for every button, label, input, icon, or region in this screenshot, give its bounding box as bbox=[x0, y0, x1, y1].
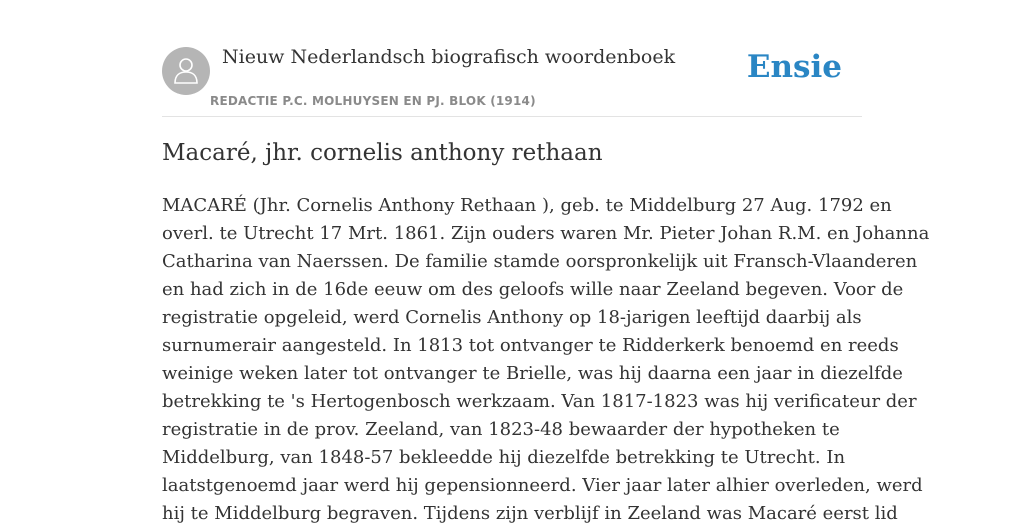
article-title: Macaré, jhr. cornelis anthony rethaan bbox=[162, 140, 603, 166]
article-line: MACARÉ (Jhr. Cornelis Anthony Rethaan ), geb. te Middelburg 27 Aug. 1792 en bbox=[162, 195, 892, 216]
article-line: en had zich in de 16de eeuw om des geloofs wille naar Zeeland begeven. Voor de bbox=[162, 279, 904, 300]
article-line: betrekking te 's Hertogenbosch werkzaam. Van 1817-1823 was hij verificateur der bbox=[162, 391, 917, 412]
book-title[interactable]: Nieuw Nederlandsch biografisch woordenboek bbox=[222, 46, 676, 68]
article-line: weinige weken later tot ontvanger te Brielle, was hij daarna een jaar in diezelfde bbox=[162, 363, 903, 384]
brand-logo[interactable]: Ensie bbox=[746, 49, 842, 85]
article-line: Middelburg, van 1848-57 bekleedde hij diezelfde betrekking te Utrecht. In bbox=[162, 447, 846, 468]
article-body bbox=[162, 192, 930, 528]
editor-byline: REDACTIE P.C. MOLHUYSEN EN PJ. BLOK (1914) bbox=[210, 94, 536, 108]
article-line: Catharina van Naerssen. De familie stamde oorspronkelijk uit Fransch-Vlaanderen bbox=[162, 251, 918, 272]
article-line: overl. te Utrecht 17 Mrt. 1861. Zijn ouders waren Mr. Pieter Johan R.M. en Johanna bbox=[162, 223, 930, 244]
article-line: hij te Middelburg begraven. Tijdens zijn verblijf in Zeeland was Macaré eerst lid bbox=[162, 503, 898, 524]
avatar bbox=[162, 47, 210, 95]
article-line: registratie in de prov. Zeeland, van 1823-48 bewaarder der hypotheken te bbox=[162, 419, 840, 440]
article-line: registratie opgeleid, werd Cornelis Anthony op 18-jarigen leeftijd daarbij als bbox=[162, 307, 862, 328]
user-icon bbox=[172, 56, 200, 86]
article-line: surnumerair aangesteld. In 1813 tot ontvanger te Ridderkerk benoemd en reeds bbox=[162, 335, 899, 356]
header bbox=[162, 44, 862, 117]
article-line: laatstgenoemd jaar werd hij gepensionneerd. Vier jaar later alhier overleden, werd bbox=[162, 475, 923, 496]
